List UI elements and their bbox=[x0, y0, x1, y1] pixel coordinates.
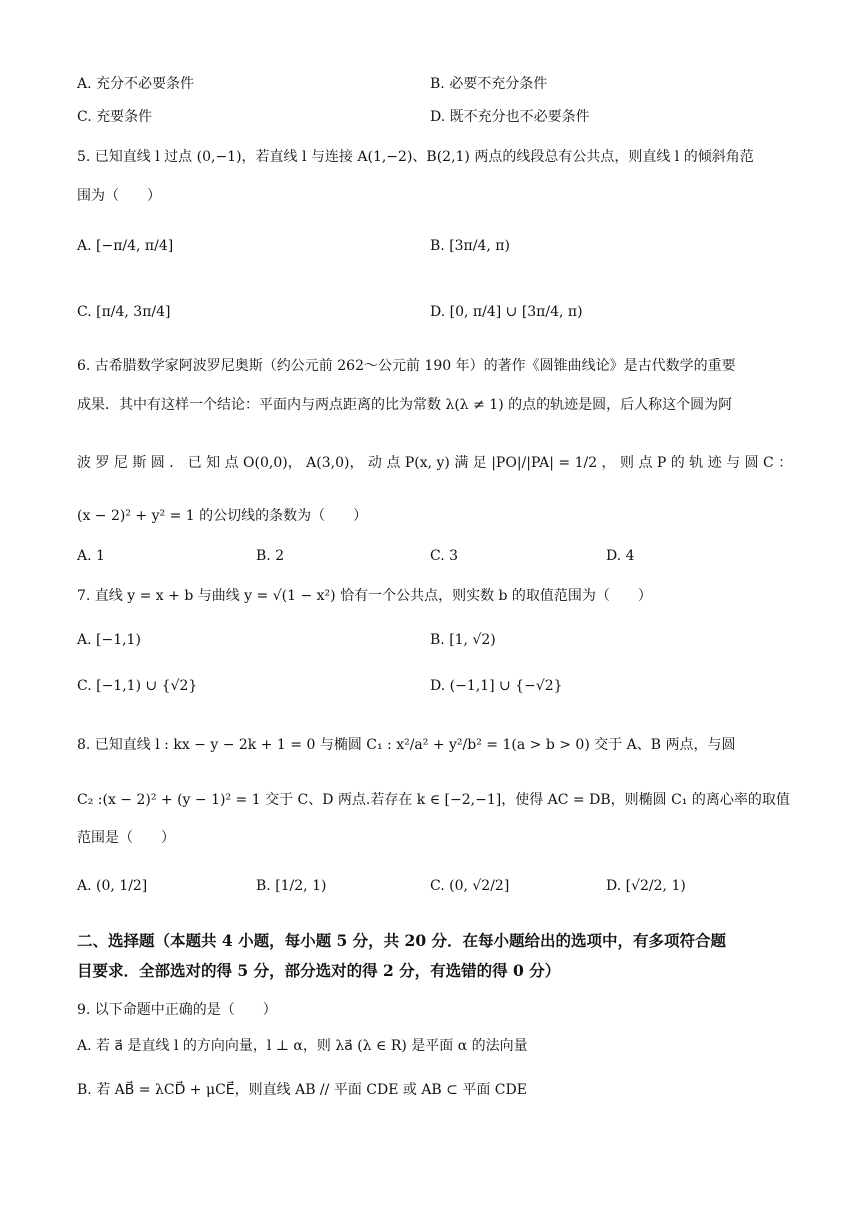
q6-option-d: D. 4 bbox=[606, 548, 635, 564]
q4-option-a: A. 充分不必要条件 bbox=[77, 76, 195, 92]
q9-option-b: B. 若 AB⃗ = λCD⃗ + μCE⃗，则直线 AB // 平面 CDE 或 AB ⊂ 平面 CDE bbox=[77, 1082, 527, 1098]
q7-option-c: C. [−1,1) ∪ {√2} bbox=[77, 678, 198, 694]
section-heading-line1: 二、选择题（本题共 4 小题，每小题 5 分，共 20 分．在每小题给出的选项中，有多项符合题 bbox=[77, 931, 727, 950]
q8-option-b: B. [1/2, 1) bbox=[256, 878, 327, 894]
q8-option-c: C. (0, √2/2] bbox=[430, 878, 510, 894]
q8-option-a: A. (0, 1/2] bbox=[77, 878, 148, 894]
q8-stem-line1: 8. 已知直线 l : kx − y − 2k + 1 = 0 与椭圆 C₁ : x²/a² + y²/b² = 1(a > b > 0) 交于 A、B 两点，与圆 bbox=[77, 737, 736, 753]
q4-option-d: D. 既不充分也不必要条件 bbox=[430, 109, 590, 125]
q5-stem-line1: 5. 已知直线 l 过点 (0,−1)，若直线 l 与连接 A(1,−2)、B(2,1) 两点的线段总有公共点，则直线 l 的倾斜角范 bbox=[77, 149, 754, 165]
q8-option-d: D. [√2/2, 1) bbox=[606, 878, 686, 894]
q7-option-d: D. (−1,1] ∪ {−√2} bbox=[430, 678, 563, 694]
q5-option-a: A. [−π/4, π/4] bbox=[77, 238, 174, 254]
q8-stem-line3: 范围是（ ） bbox=[77, 830, 175, 846]
q8-stem-line2: C₂ :(x − 2)² + (y − 1)² = 1 交于 C、D 两点.若存在 k ∈ [−2,−1]，使得 AC = DB，则椭圆 C₁ 的离心率的取值 bbox=[77, 792, 790, 808]
q6-option-c: C. 3 bbox=[430, 548, 459, 564]
q9-option-a: A. 若 a⃗ 是直线 l 的方向向量，l ⊥ α，则 λa⃗ (λ ∈ R) 是平面 α 的法向量 bbox=[77, 1038, 528, 1054]
section-heading-line2: 目要求．全部选对的得 5 分，部分选对的得 2 分，有选错的得 0 分） bbox=[77, 961, 561, 980]
q5-stem-line2: 围为（ ） bbox=[77, 188, 161, 204]
q7-option-b: B. [1, √2) bbox=[430, 632, 496, 648]
q6-option-b: B. 2 bbox=[256, 548, 285, 564]
q6-stem-line3: 波 罗 尼 斯 圆 ． 已 知 点 O(0,0)， A(3,0)， 动 点 P(x, y) 满 足 |PO|/|PA| = 1/2 ， 则 点 P 的 轨 迹 与 圆 C ： bbox=[77, 455, 793, 471]
q4-option-b: B. 必要不充分条件 bbox=[430, 76, 548, 92]
q9-stem-line1: 9. 以下命题中正确的是（ ） bbox=[77, 1002, 277, 1018]
q5-option-d: D. [0, π/4] ∪ [3π/4, π) bbox=[430, 304, 583, 320]
q5-option-b: B. [3π/4, π) bbox=[430, 238, 510, 254]
q7-option-a: A. [−1,1) bbox=[77, 632, 141, 648]
q7-stem-line1: 7. 直线 y = x + b 与曲线 y = √(1 − x²) 恰有一个公共点，则实数 b 的取值范围为（ ） bbox=[77, 588, 652, 604]
q6-stem-line4: (x − 2)² + y² = 1 的公切线的条数为（ ） bbox=[77, 508, 368, 524]
q6-stem-line2: 成果．其中有这样一个结论：平面内与两点距离的比为常数 λ(λ ≠ 1) 的点的轨迹是圆，后人称这个圆为阿 bbox=[77, 397, 733, 413]
q6-option-a: A. 1 bbox=[77, 548, 105, 564]
q6-stem-line1: 6. 古希腊数学家阿波罗尼奥斯（约公元前 262～公元前 190 年）的著作《圆锥曲线论》是古代数学的重要 bbox=[77, 358, 736, 374]
q4-option-c: C. 充要条件 bbox=[77, 109, 153, 125]
q5-option-c: C. [π/4, 3π/4] bbox=[77, 304, 171, 320]
